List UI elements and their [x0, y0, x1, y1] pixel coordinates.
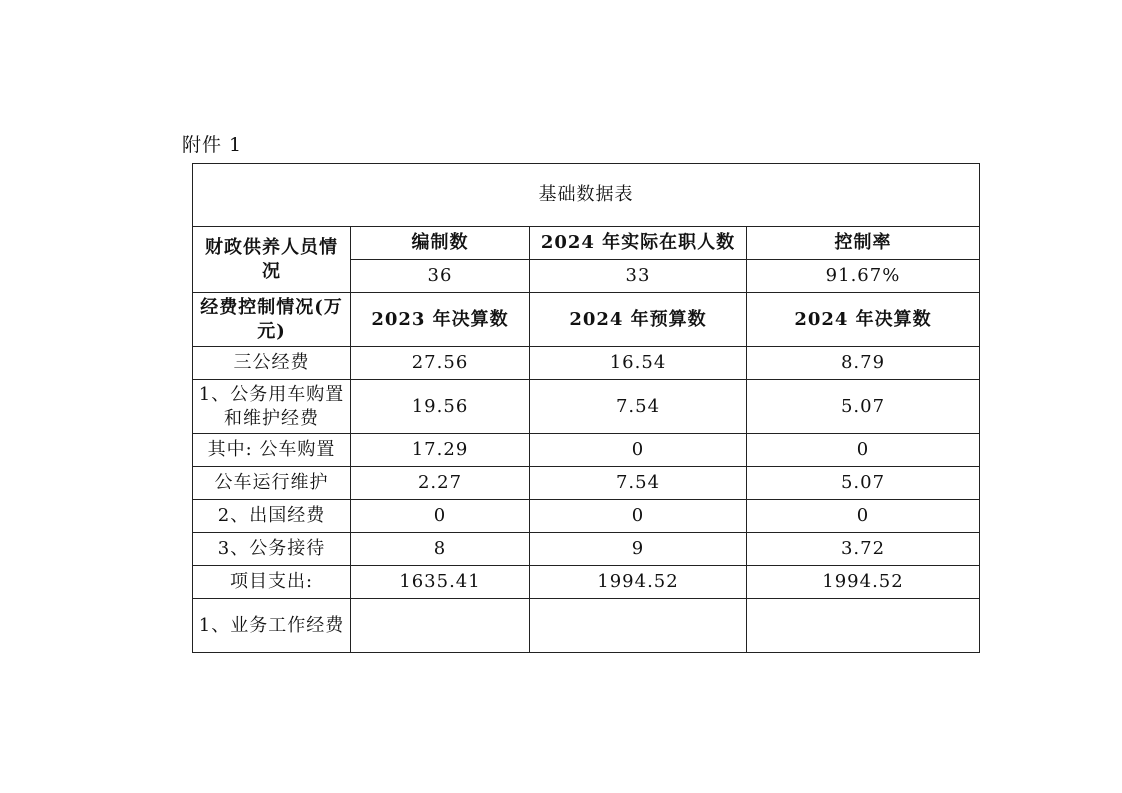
row-label: 其中: 公车购置: [193, 434, 351, 467]
cell-2023-final: [351, 599, 530, 653]
table-row: [193, 566, 980, 599]
cell-2024-budget: 7.54: [530, 380, 747, 434]
row-label: 1、业务工作经费: [193, 599, 351, 653]
cell-2024-budget: 16.54: [530, 347, 747, 380]
row-label: 2、出国经费: [193, 500, 351, 533]
cell-2024-final: 8.79: [747, 347, 980, 380]
cell-2024-final: 0: [747, 500, 980, 533]
row-label: 3、公务接待: [193, 533, 351, 566]
cell-2023-final: 19.56: [351, 380, 530, 434]
table-row: [193, 500, 980, 533]
staff-rate-value: 91.67%: [747, 260, 980, 293]
cell-2024-budget: 1994.52: [530, 566, 747, 599]
cell-2024-final: 5.07: [747, 467, 980, 500]
table-row: [193, 599, 980, 653]
staff-actual-value: 33: [530, 260, 747, 293]
cell-2024-final: 3.72: [747, 533, 980, 566]
table-row: [193, 347, 980, 380]
cell-2023-final: 1635.41: [351, 566, 530, 599]
staff-section-label: 财政供养人员情况: [193, 227, 351, 293]
cell-2024-budget: 9: [530, 533, 747, 566]
cell-2024-final: 1994.52: [747, 566, 980, 599]
table-title: 基础数据表: [193, 164, 980, 227]
table-row: [193, 434, 980, 467]
staff-quota-value: 36: [351, 260, 530, 293]
cell-2024-budget: [530, 599, 747, 653]
expense-section-label: 经费控制情况(万元): [193, 293, 351, 347]
expense-header-2024-budget: 2024 年预算数: [530, 293, 747, 347]
cell-2023-final: 0: [351, 500, 530, 533]
table-row: [193, 533, 980, 566]
cell-2023-final: 8: [351, 533, 530, 566]
row-label: 项目支出:: [193, 566, 351, 599]
table-row: [193, 380, 980, 434]
staff-header-actual: 2024 年实际在职人数: [530, 227, 747, 260]
basic-data-table: [192, 163, 980, 653]
row-label: 三公经费: [193, 347, 351, 380]
cell-2024-budget: 0: [530, 434, 747, 467]
cell-2024-final: [747, 599, 980, 653]
attachment-label: 附件 1: [182, 134, 243, 156]
cell-2023-final: 2.27: [351, 467, 530, 500]
cell-2023-final: 17.29: [351, 434, 530, 467]
row-label: 公车运行维护: [193, 467, 351, 500]
expense-header-row: [193, 293, 980, 347]
staff-header-rate: 控制率: [747, 227, 980, 260]
staff-header-row: [193, 227, 980, 260]
cell-2024-final: 5.07: [747, 380, 980, 434]
cell-2024-final: 0: [747, 434, 980, 467]
table-title-row: [193, 164, 980, 227]
cell-2024-budget: 7.54: [530, 467, 747, 500]
staff-header-quota: 编制数: [351, 227, 530, 260]
expense-header-2024-final: 2024 年决算数: [747, 293, 980, 347]
cell-2023-final: 27.56: [351, 347, 530, 380]
row-label: 1、公务用车购置和维护经费: [193, 380, 351, 434]
table-row: [193, 467, 980, 500]
expense-header-2023-final: 2023 年决算数: [351, 293, 530, 347]
cell-2024-budget: 0: [530, 500, 747, 533]
